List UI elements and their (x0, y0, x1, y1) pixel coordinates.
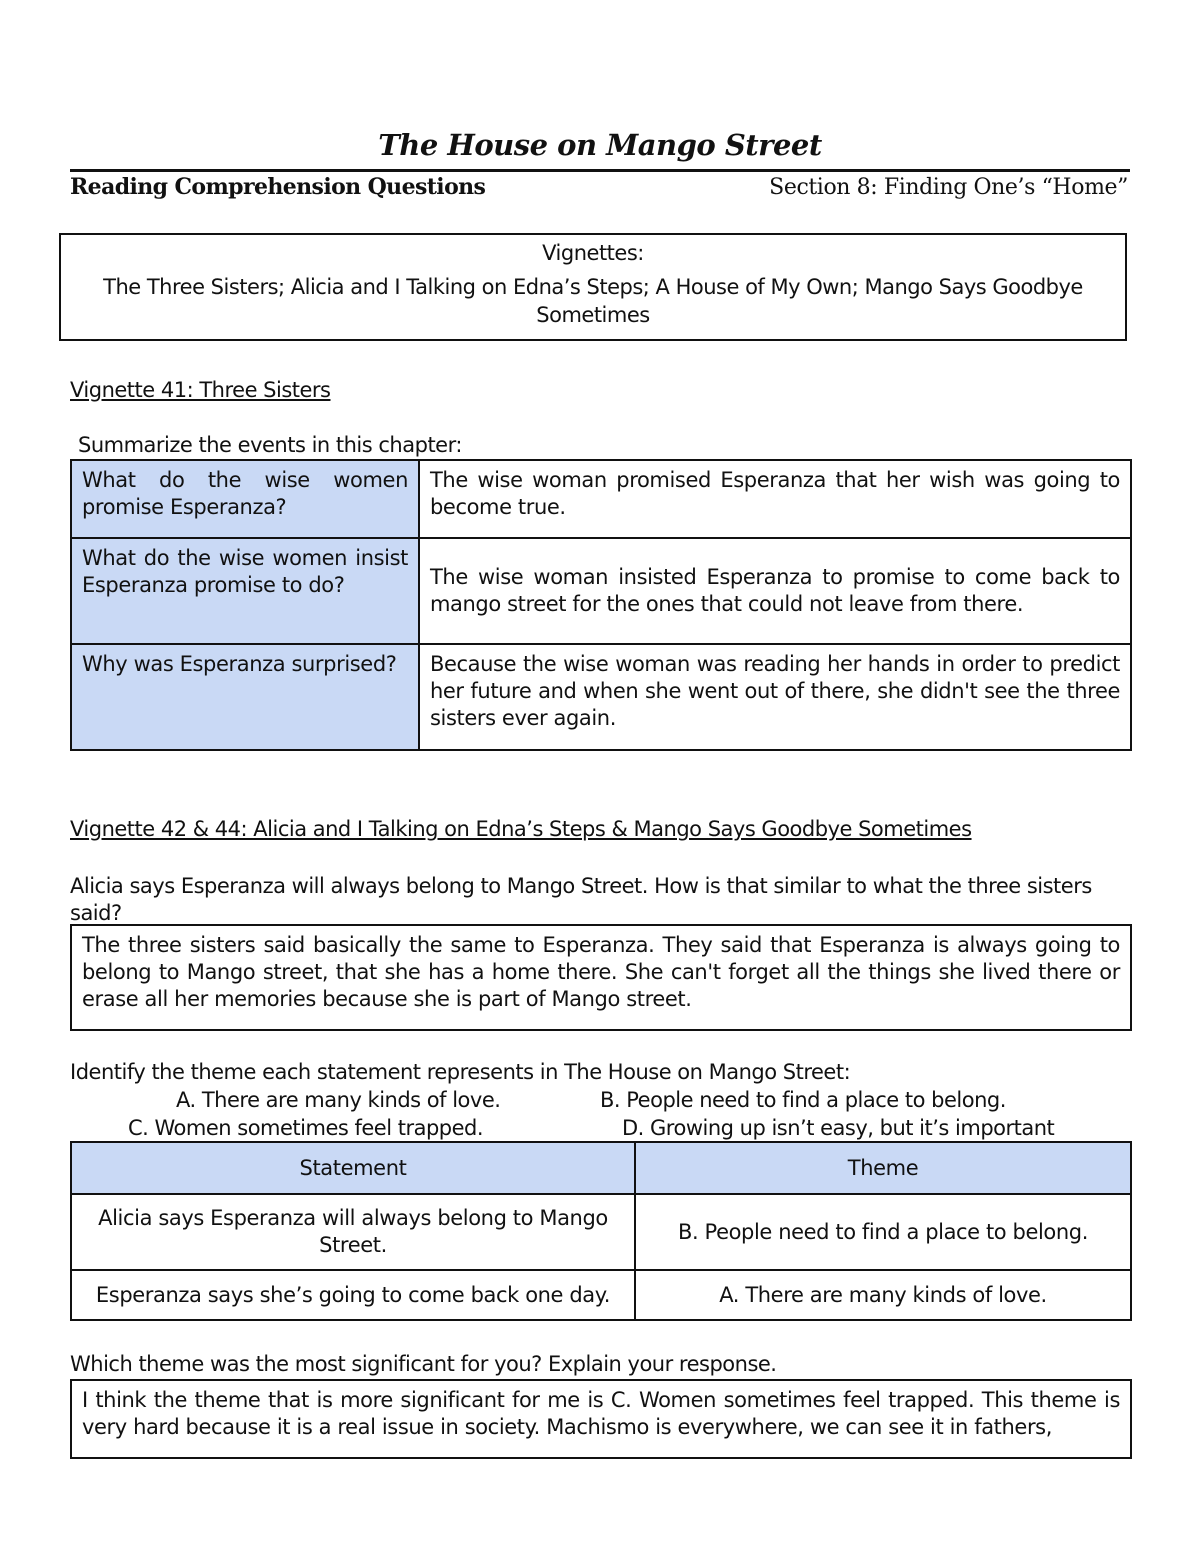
table-row (71, 538, 1131, 644)
section2-heading: Vignette 42 & 44: Alicia and I Talking on Edna’s Steps & Mango Says Goodbye Sometimes (70, 817, 972, 841)
table-row (71, 460, 1131, 538)
theme-table (70, 1141, 1132, 1321)
question-cell: Why was Esperanza surprised? (71, 644, 419, 750)
section1-heading: Vignette 41: Three Sisters (70, 378, 331, 402)
answer-cell[interactable]: Because the wise woman was reading her hands in order to predict her future and when she went out of there, she didn't see the three sisters ever again. (419, 644, 1131, 750)
statement-cell: Alicia says Esperanza will always belong to Mango Street. (71, 1194, 635, 1270)
page-title: The House on Mango Street (378, 128, 822, 162)
vignettes-box (59, 233, 1127, 341)
theme-cell[interactable]: B. People need to find a place to belong. (635, 1194, 1131, 1270)
significant-answer-box[interactable]: I think the theme that is more significant for me is C. Women sometimes feel trapped. This theme is very hard because it is a real issue in society. Machismo is everywhere, we can see it in fathers, (70, 1379, 1132, 1459)
theme-cell[interactable]: A. There are many kinds of love. (635, 1270, 1131, 1320)
question-cell: What do the wise women insist Esperanza promise to do? (71, 538, 419, 644)
table-header-row (71, 1142, 1131, 1194)
belong-answer-box[interactable]: The three sisters said basically the same to Esperanza. They said that Esperanza is always going to belong to Mango street, that she has a home there. She can't forget all the things she lived there or erase all her memories because she is part of Mango street. (70, 924, 1132, 1031)
belong-question: Alicia says Esperanza will always belong to Mango Street. How is that similar to what the three sisters said? (70, 874, 1092, 925)
option-b: B. People need to find a place to belong. (600, 1088, 1006, 1112)
vignettes-label: Vignettes: (542, 241, 644, 265)
section-label: Section 8: Finding One’s “Home” (769, 175, 1128, 200)
title-divider (70, 169, 1130, 172)
answer-cell[interactable]: The wise woman promised Esperanza that her wish was going to become true. (419, 460, 1131, 538)
vignettes-list: The Three Sisters; Alicia and I Talking on Edna’s Steps; A House of My Own; Mango Says Goodbye Sometimes (103, 275, 1083, 327)
table-row (71, 644, 1131, 750)
answer-cell[interactable]: The wise woman insisted Esperanza to promise to come back to mango street for the ones that could not leave from there. (419, 538, 1131, 644)
table-row (71, 1194, 1131, 1270)
statement-cell: Esperanza says she’s going to come back one day. (71, 1270, 635, 1320)
theme-header: Theme (635, 1142, 1131, 1194)
option-a: A. There are many kinds of love. (176, 1088, 501, 1112)
theme-prompt: Identify the theme each statement represents in The House on Mango Street: (70, 1060, 851, 1084)
option-d: D. Growing up isn’t easy, but it’s important (622, 1116, 1055, 1140)
question-cell: What do the wise women promise Esperanza? (71, 460, 419, 538)
option-c: C. Women sometimes feel trapped. (128, 1116, 484, 1140)
summary-table (70, 459, 1132, 751)
summarize-prompt: Summarize the events in this chapter: (78, 433, 462, 457)
significant-prompt: Which theme was the most significant for you? Explain your response. (70, 1352, 777, 1376)
statement-header: Statement (71, 1142, 635, 1194)
table-row (71, 1270, 1131, 1320)
worksheet-subtitle: Reading Comprehension Questions (70, 174, 486, 200)
